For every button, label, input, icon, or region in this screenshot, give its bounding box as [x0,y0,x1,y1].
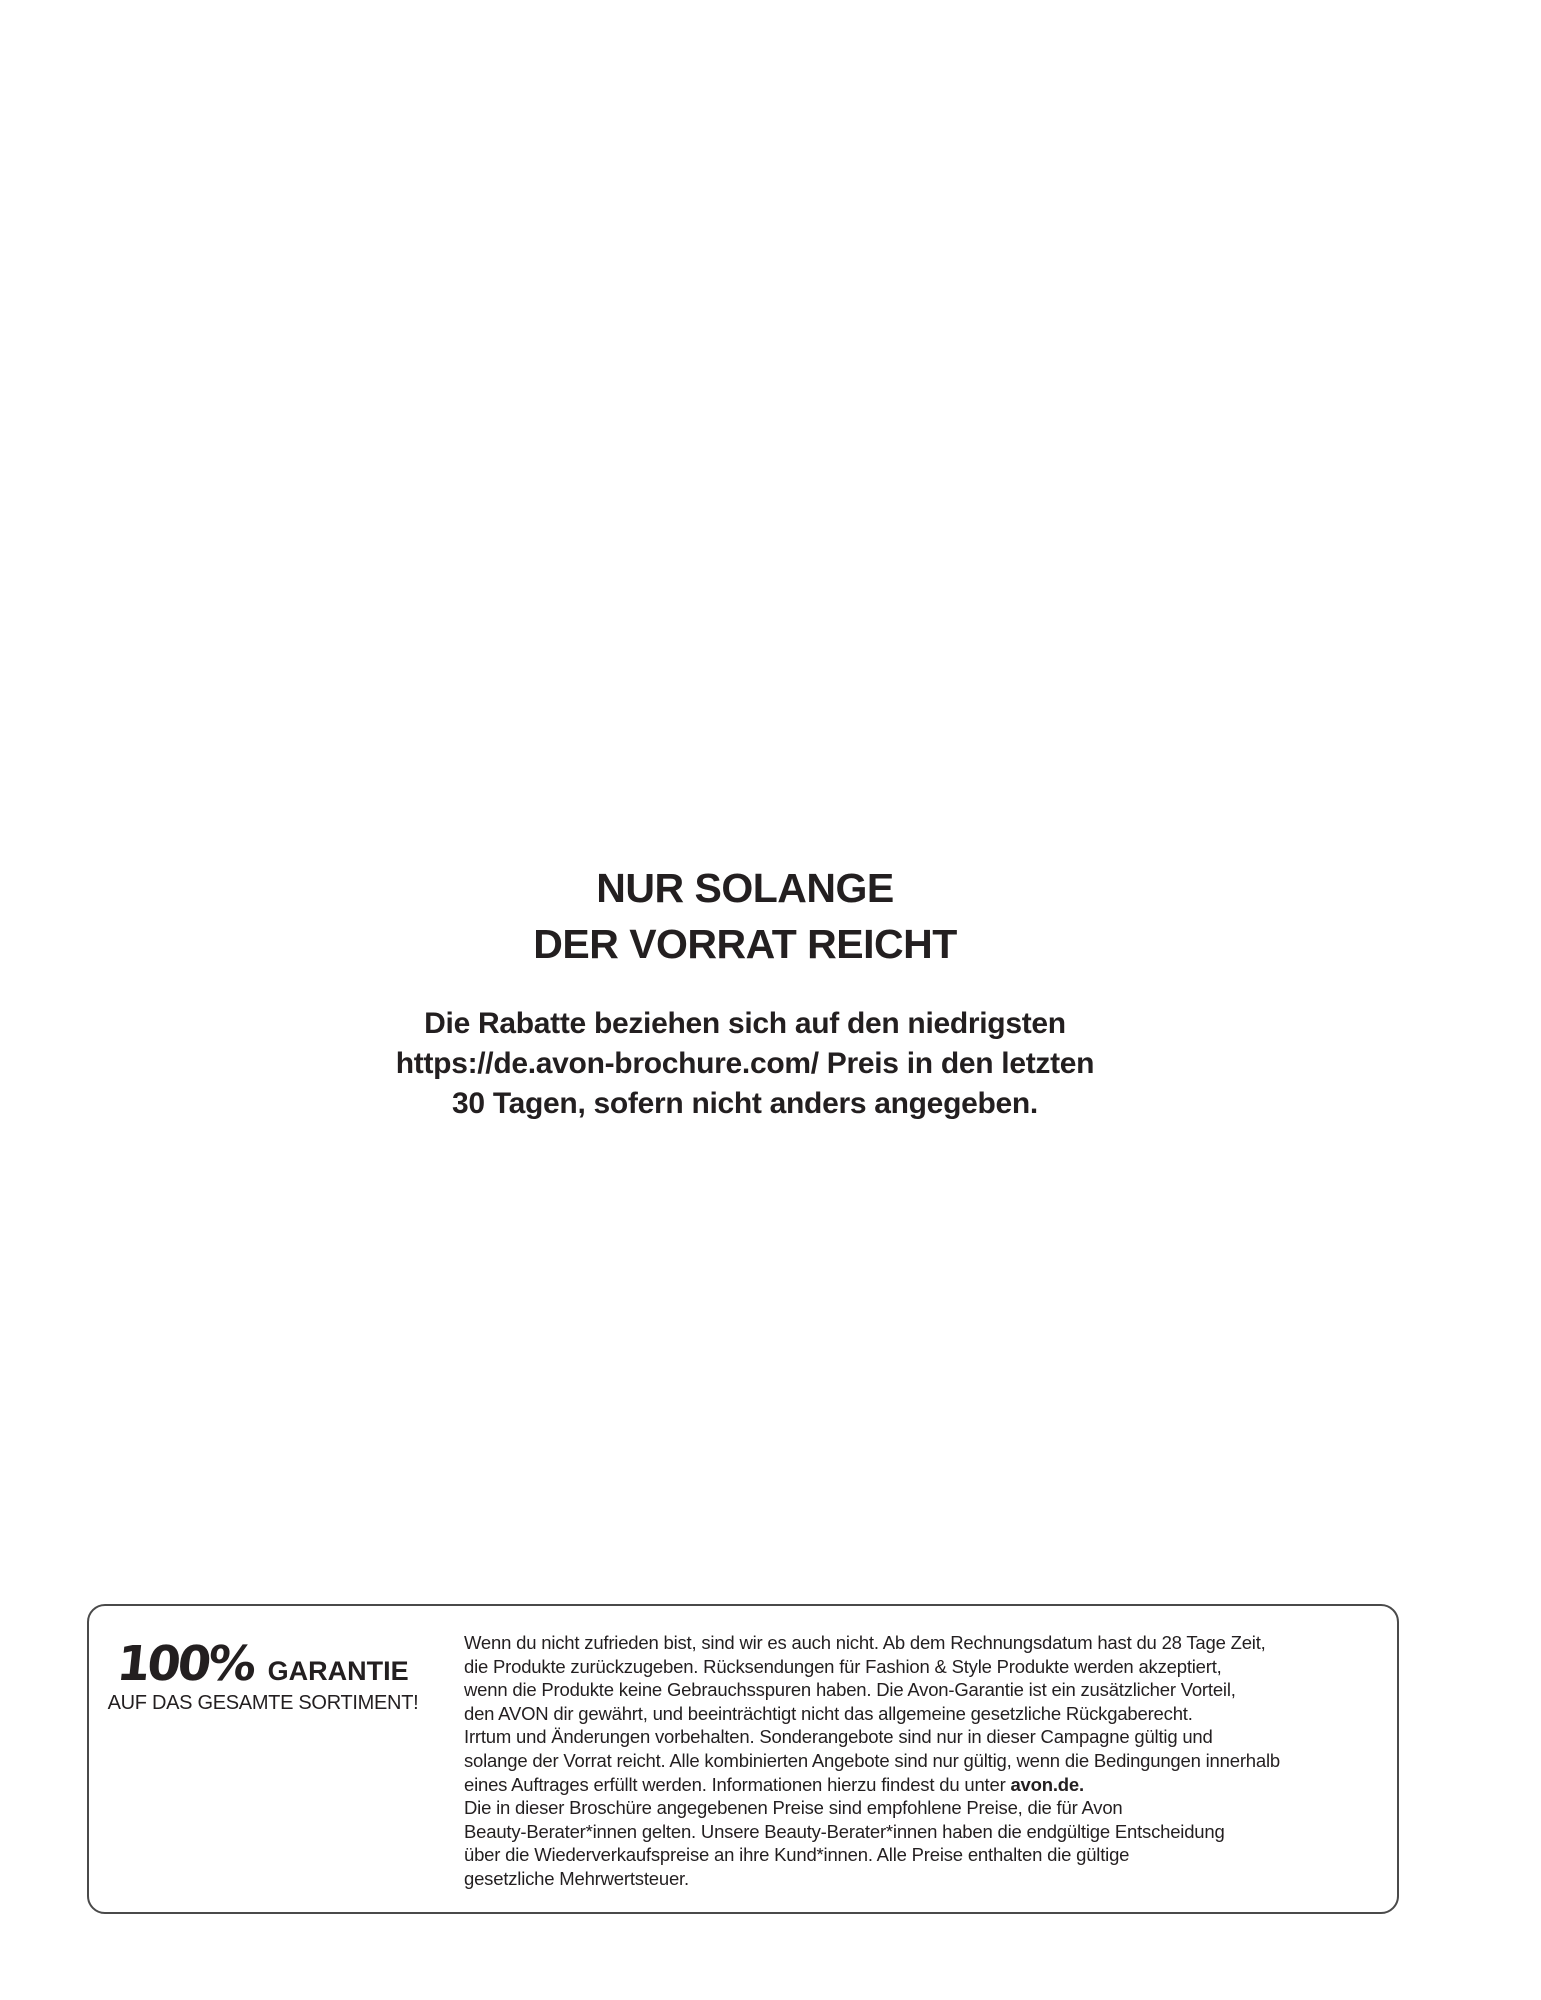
headline-line-2: DER VORRAT REICHT [533,921,957,967]
guarantee-badge-title [103,1636,423,1692]
discount-note-line-2: https://de.avon-brochure.com/ Preis in den letzten [395,1047,1095,1080]
legal-line: den AVON dir gewährt, und beeinträchtigt nicht das allgemeine gesetzliche Rückgaberecht. [464,1702,1193,1724]
legal-line: Irrtum und Änderungen vorbehalten. Sonderangebote sind nur in dieser Campagne gültig und [464,1726,1213,1748]
legal-line: die Produkte zurückzugeben. Rücksendungen für Fashion & Style Produkte werden akzeptiert, [464,1655,1222,1677]
guarantee-percent: 100% [114,1636,257,1692]
guarantee-badge [103,1636,423,1715]
legal-line: Beauty-Berater*innen gelten. Unsere Beauty-Berater*innen haben die endgültige Entscheidung [464,1820,1225,1842]
guarantee-subline: AUF DAS GESAMTE SORTIMENT! [107,1692,419,1714]
legal-line: Wenn du nicht zufrieden bist, sind wir es auch nicht. Ab dem Rechnungsdatum hast du 28 Tage Zeit, [464,1632,1266,1653]
guarantee-word: GARANTIE [267,1656,409,1686]
headline-line-1: NUR SOLANGE [596,865,894,911]
legal-line: über die Wiederverkaufspreise an ihre Kund*innen. Alle Preise enthalten die gültige [464,1844,1130,1866]
legal-line-text: eines Auftrages erfüllt werden. Informationen hierzu findest du unter [464,1773,1011,1795]
avon-link[interactable]: avon.de. [1010,1773,1084,1795]
legal-text [464,1631,1384,1891]
guarantee-box [87,1604,1399,1914]
headline [0,860,1490,972]
discount-note [0,1004,1490,1124]
legal-line: gesetzliche Mehrwertsteuer. [464,1867,689,1889]
legal-line: solange der Vorrat reicht. Alle kombinierten Angebote sind nur gültig, wenn die Bedingungen innerhalb [464,1749,1280,1771]
legal-line [464,1773,1384,1797]
legal-line: wenn die Produkte keine Gebrauchsspuren haben. Die Avon-Garantie ist ein zusätzlicher Vorteil, [464,1679,1236,1701]
discount-note-line-1: Die Rabatte beziehen sich auf den niedrigsten [424,1007,1066,1040]
legal-line: Die in dieser Broschüre angegebenen Preise sind empfohlene Preise, die für Avon [464,1797,1123,1819]
discount-note-line-3: 30 Tagen, sofern nicht anders angegeben. [452,1087,1038,1120]
